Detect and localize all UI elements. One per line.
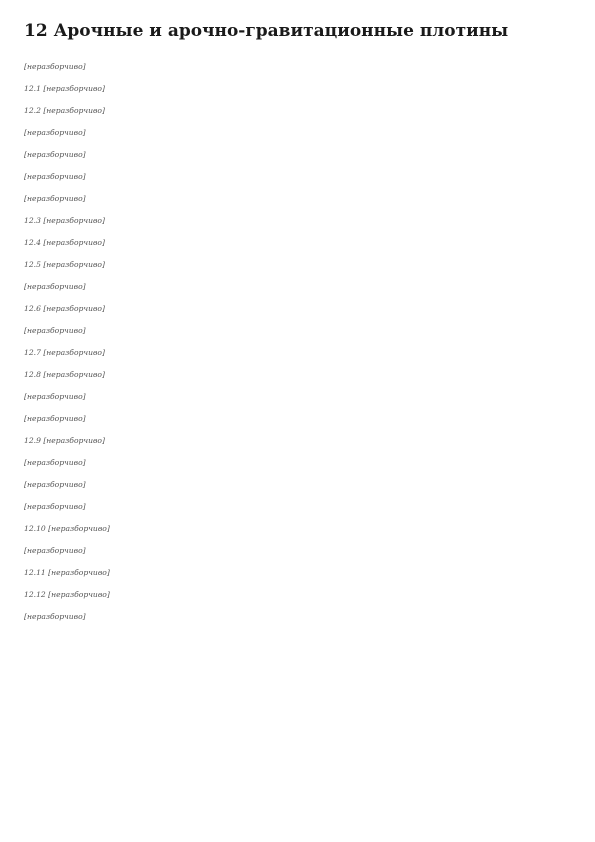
paragraph: 12.7 [неразборчиво] xyxy=(24,347,105,357)
paragraph: [неразборчиво] xyxy=(24,281,86,291)
paragraph: 12.3 [неразборчиво] xyxy=(24,215,105,225)
paragraph: [неразборчиво] xyxy=(24,171,86,181)
paragraph: [неразборчиво] xyxy=(24,391,86,401)
paragraph: 12.6 [неразборчиво] xyxy=(24,303,105,313)
paragraph: [неразборчиво] xyxy=(24,193,86,203)
paragraph: [неразборчиво] xyxy=(24,127,86,137)
document-title: 12 Арочные и арочно-гравитационные плотины xyxy=(24,21,509,41)
paragraph: 12.12 [неразборчиво] xyxy=(24,589,110,599)
paragraph: 12.1 [неразборчиво] xyxy=(24,83,105,93)
paragraph: 12.4 [неразборчиво] xyxy=(24,237,105,247)
paragraph: 12.10 [неразборчиво] xyxy=(24,523,110,533)
paragraph: [неразборчиво] xyxy=(24,325,86,335)
paragraph: 12.5 [неразборчиво] xyxy=(24,259,105,269)
paragraph: [неразборчиво] xyxy=(24,149,86,159)
paragraph: 12.11 [неразборчиво] xyxy=(24,567,110,577)
paragraph: [неразборчиво] xyxy=(24,501,86,511)
paragraph: [неразборчиво] xyxy=(24,611,86,621)
paragraph: 12.9 [неразборчиво] xyxy=(24,435,105,445)
section-subheading: [неразборчиво] xyxy=(24,545,86,555)
section-subheading: [неразборчиво] xyxy=(24,61,86,71)
paragraph: [неразборчиво] xyxy=(24,413,86,423)
paragraph: 12.8 [неразборчиво] xyxy=(24,369,105,379)
paragraph: 12.2 [неразборчиво] xyxy=(24,105,105,115)
paragraph: [неразборчиво] xyxy=(24,479,86,489)
document-body xyxy=(24,62,571,622)
paragraph: [неразборчиво] xyxy=(24,457,86,467)
